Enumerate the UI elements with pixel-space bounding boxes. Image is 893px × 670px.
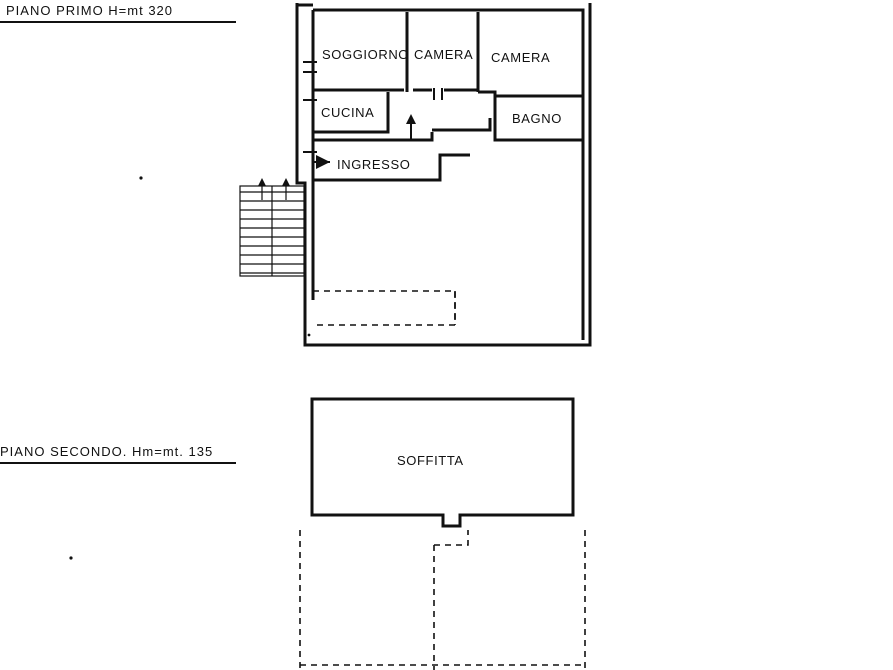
room-label-soffitta: SOFFITTA [397, 453, 464, 468]
second-floor-title: PIANO SECONDO. Hm=mt. 135 [0, 444, 214, 459]
room-label-soggiorno: SOGGIORNO [322, 47, 410, 62]
second-floor-top-wall-band [297, 385, 588, 389]
second-floor-plan [69, 385, 588, 670]
second-floor-left-wall-band [297, 385, 301, 530]
stray-mark-1 [139, 176, 142, 179]
second-floor-bottom-wall-right [459, 524, 588, 528]
second-floor-bottom-wall-left [297, 524, 445, 528]
room-label-cucina: CUCINA [321, 105, 375, 120]
second-floor-title-underline [0, 462, 236, 464]
room-label-ingresso: INGRESSO [337, 157, 411, 172]
room-label-camera-2: CAMERA [491, 50, 551, 65]
up-arrow-icon [406, 114, 416, 140]
stray-mark-2 [308, 334, 311, 337]
first-floor-title-underline [0, 21, 236, 23]
room-label-bagno: BAGNO [512, 111, 562, 126]
first-floor-title: PIANO PRIMO H=mt 320 [6, 3, 174, 18]
second-floor-dashed-extension [300, 530, 585, 670]
second-floor-right-wall-band [584, 385, 588, 530]
first-floor-dashed-extension [313, 291, 455, 325]
stray-mark-3 [69, 556, 72, 559]
ingresso-to-bagno-wall [432, 118, 490, 130]
staircase-icon [240, 178, 304, 276]
entry-arrow-icon [314, 155, 330, 169]
room-label-camera-1: CAMERA [414, 47, 474, 62]
